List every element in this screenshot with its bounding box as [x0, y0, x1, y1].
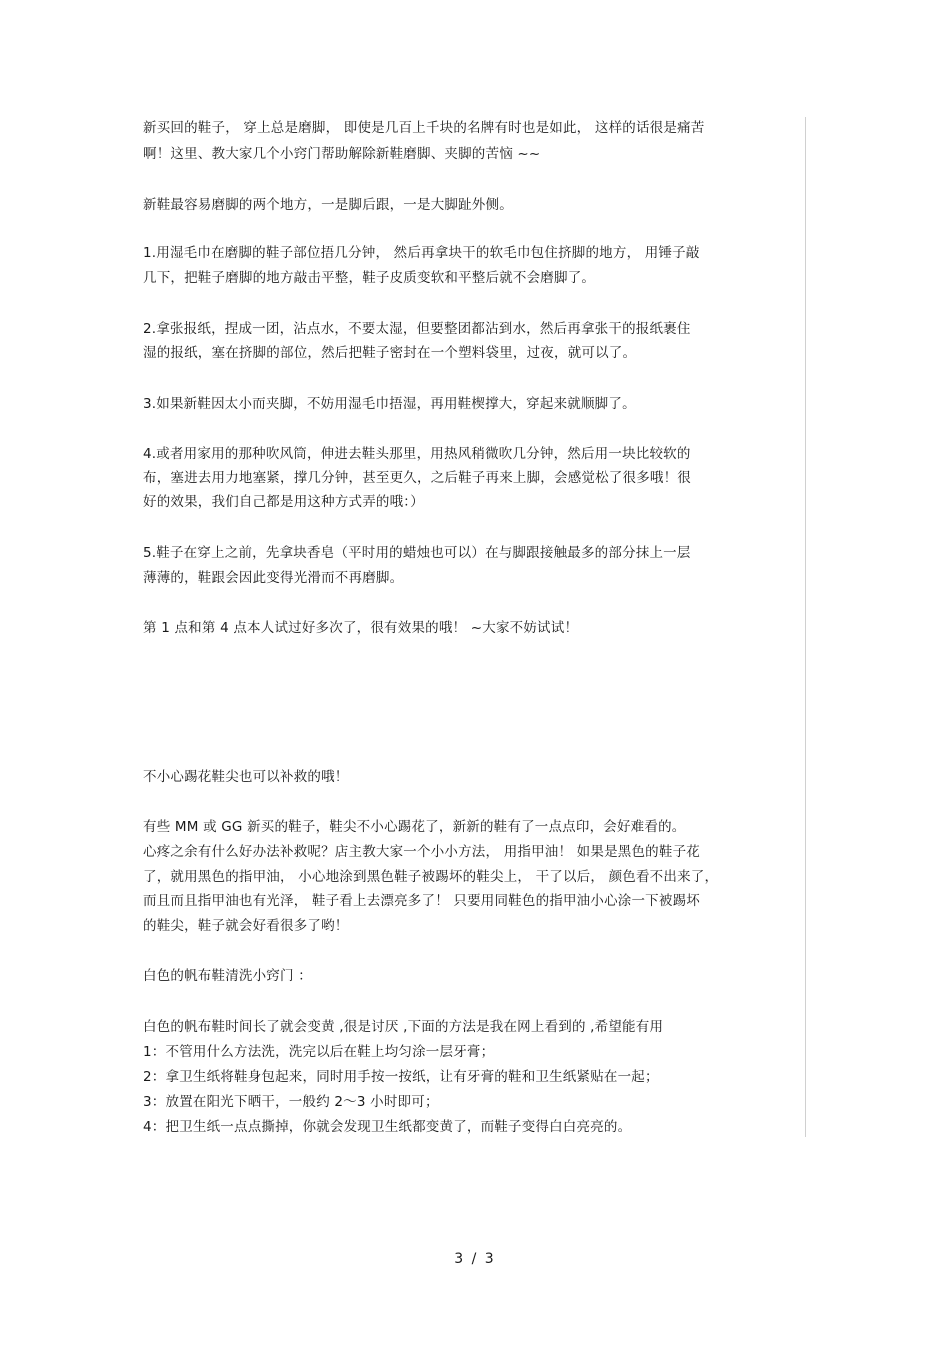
text-line: 第 1 点和第 4 点本人试过好多次了，很有效果的哦！ ~大家不妨试试！ — [143, 620, 579, 636]
text-line: 心疼之余有什么好办法补救呢？店主教大家一个小小方法， 用指甲油！ 如果是黑色的鞋子花 — [143, 844, 700, 860]
text-line: 了，就用黑色的指甲油， 小心地涂到黑色鞋子被踢坏的鞋尖上， 干了以后， 颜色看不出来了， — [143, 869, 719, 885]
text-line: 新鞋最容易磨脚的两个地方，一是脚后跟，一是大脚趾外侧。 — [143, 197, 513, 213]
text-line: 4.或者用家用的那种吹风筒，伸进去鞋头那里，用热风稍微吹几分钟，然后用一块比较软的 — [143, 446, 691, 462]
text-line: 1.用湿毛巾在磨脚的鞋子部位捂几分钟， 然后再拿块干的软毛巾包住挤脚的地方， 用锤子敲 — [143, 245, 700, 261]
list-item: 2：拿卫生纸将鞋身包起来，同时用手按一按纸，让有牙膏的鞋和卫生纸紧贴在一起； — [143, 1069, 659, 1085]
list-item: 3：放置在阳光下晒干，一般约 2～3 小时即可； — [143, 1094, 439, 1110]
text-line: 啊！这里、教大家几个小窍门帮助解除新鞋磨脚、夹脚的苦恼 ~~ — [143, 146, 541, 162]
text-line: 白色的帆布鞋时间长了就会变黄 ,很是讨厌 ,下面的方法是我在网上看到的 ,希望能有用 — [143, 1019, 664, 1035]
text-line: 几下，把鞋子磨脚的地方敲击平整，鞋子皮质变软和平整后就不会磨脚了。 — [143, 270, 596, 286]
section-heading: 白色的帆布鞋清洗小窍门 ： — [143, 968, 312, 984]
text-line: 薄薄的，鞋跟会因此变得光滑而不再磨脚。 — [143, 570, 404, 586]
text-line: 2.拿张报纸，捏成一团，沾点水，不要太湿，但要整团都沾到水，然后再拿张干的报纸裹住 — [143, 321, 691, 337]
page-number: 3 / 3 — [454, 1251, 496, 1267]
text-line: 有些 MM 或 GG 新买的鞋子，鞋尖不小心踢花了，新新的鞋有了一点点印，会好难看的。 — [143, 819, 686, 835]
text-line: 3.如果新鞋因太小而夹脚，不妨用湿毛巾捂湿，再用鞋楔撑大，穿起来就顺脚了。 — [143, 396, 636, 412]
text-line: 湿的报纸，塞在挤脚的部位，然后把鞋子密封在一个塑料袋里，过夜，就可以了。 — [143, 345, 637, 361]
text-line: 新买回的鞋子， 穿上总是磨脚， 即使是几百上千块的名牌有时也是如此， 这样的话很是痛苦 — [143, 120, 705, 136]
document-body — [143, 117, 806, 1137]
text-line: 好的效果，我们自己都是用这种方式弄的哦：） — [143, 494, 424, 510]
text-line: 的鞋尖，鞋子就会好看很多了哟！ — [143, 918, 349, 934]
list-item: 1：不管用什么方法洗，洗完以后在鞋上均匀涂一层牙膏； — [143, 1044, 495, 1060]
text-line: 5.鞋子在穿上之前，先拿块香皂（平时用的蜡烛也可以）在与脚跟接触最多的部分抹上一层 — [143, 545, 691, 561]
text-line: 布，塞进去用力地塞紧，撑几分钟，甚至更久，之后鞋子再来上脚，会感觉松了很多哦！很 — [143, 470, 691, 486]
text-line: 而且而且指甲油也有光泽， 鞋子看上去漂亮多了！ 只要用同鞋色的指甲油小心涂一下被踢坏 — [143, 893, 700, 909]
list-item: 4：把卫生纸一点点撕掉，你就会发现卫生纸都变黄了，而鞋子变得白白亮亮的。 — [143, 1119, 632, 1135]
section-heading: 不小心踢花鞋尖也可以补救的哦！ — [143, 769, 349, 785]
